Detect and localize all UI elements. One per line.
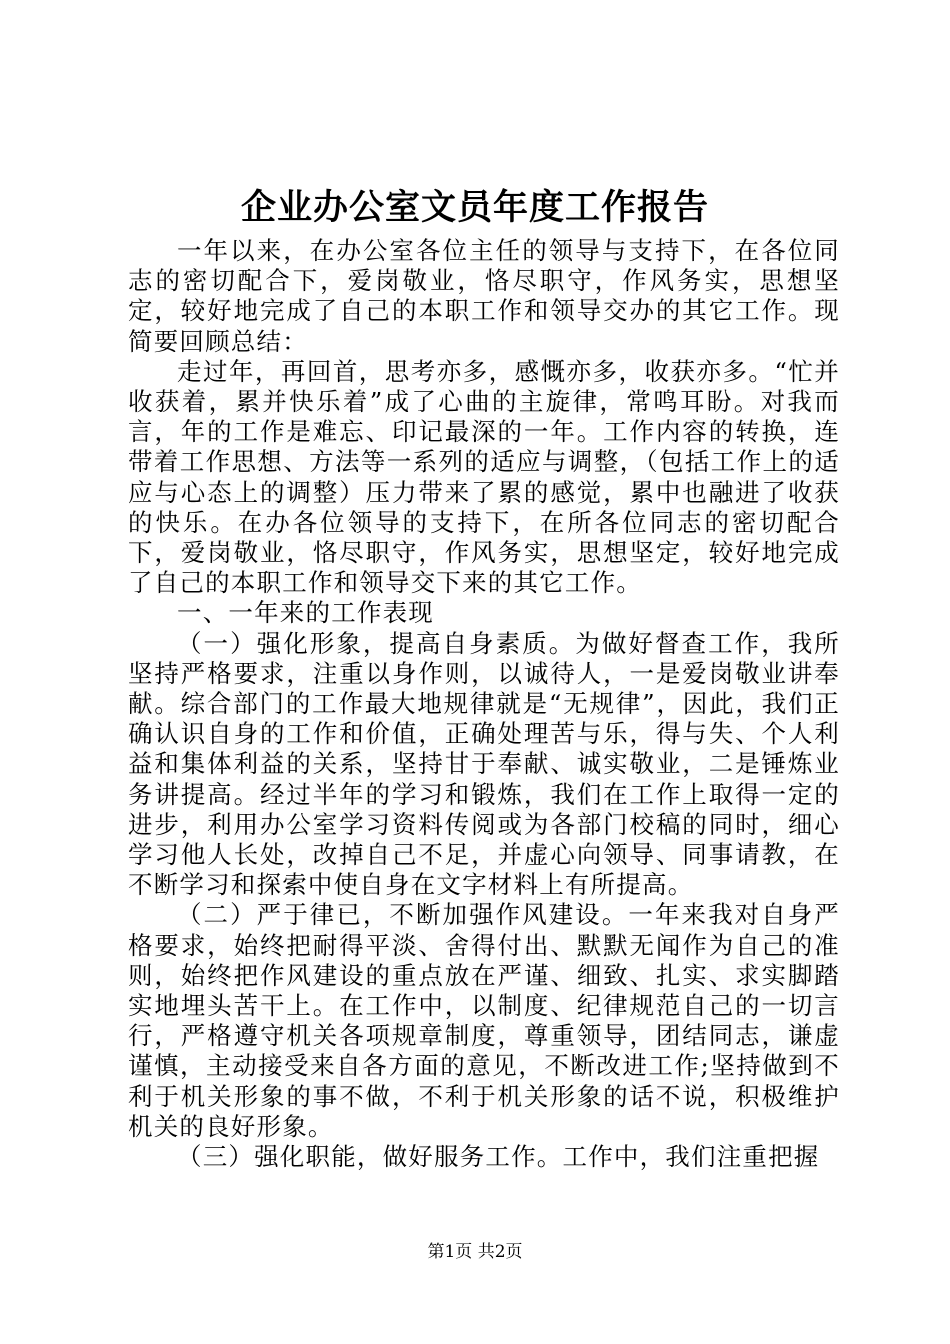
paragraph-intro: 一年以来，在办公室各位主任的领导与支持下，在各位同志的密切配合下，爱岗敬业，恪尽职守，作风务实，思想坚定，较好地完成了自己的本职工作和领导交办的其它工作。现简要回顾总结： xyxy=(128,236,840,356)
page-footer: 第1页 共2页 xyxy=(427,1242,523,1262)
paragraph-item-1: （一）强化形象，提高自身素质。为做好督查工作，我所坚持严格要求，注重以身作则，以诚待人，一是爱岗敬业讲奉献。综合部门的工作最大地规律就是“无规律”，因此，我们正确认识自身的工作和价值，正确处理苦与乐，得与失、个人利益和集体利益的关系，坚持甘于奉献、诚实敬业，二是锤炼业务讲提高。经过半年的学习和锻炼，我们在工作上取得一定的进步，利用办公室学习资料传阅或为各部门校稿的同时，细心学习他人长处，改掉自己不足，并虚心向领导、同事请教，在不断学习和探索中使自身在文字材料上有所提高。 xyxy=(128,628,840,900)
paragraph-item-2: （二）严于律已，不断加强作风建设。一年来我对自身严格要求，始终把耐得平淡、舍得付出、默默无闻作为自己的准则，始终把作风建设的重点放在严谨、细致、扎实、求实脚踏实地埋头苦干上。在工作中，以制度、纪律规范自己的一切言行，严格遵守机关各项规章制度，尊重领导，团结同志，谦虚谨慎，主动接受来自各方面的意见，不断改进工作;坚持做到不利于机关形象的事不做，不利于机关形象的话不说，积极维护机关的良好形象。 xyxy=(128,900,840,1141)
document-body xyxy=(128,236,840,1172)
paragraph-item-3: （三）强化职能，做好服务工作。工作中，我们注重把握 xyxy=(177,1142,820,1172)
paragraph-reflection: 走过年，再回首，思考亦多，感慨亦多，收获亦多。“忙并收获着，累并快乐着”成了心曲的主旋律，常鸣耳盼。对我而言，年的工作是难忘、印记最深的一年。工作内容的转换，连带着工作思想、方法等一系列的适应与调整，（包括工作上的适应与心态上的调整）压力带来了累的感觉，累中也融进了收获的快乐。在办各位领导的支持下，在所各位同志的密切配合下，爱岗敬业，恪尽职守，作风务实，思想坚定，较好地完成了自己的本职工作和领导交下来的其它工作。 xyxy=(128,356,840,598)
document-title: 企业办公室文员年度工作报告 xyxy=(240,187,709,228)
section-heading: 一、一年来的工作表现 xyxy=(177,598,434,628)
